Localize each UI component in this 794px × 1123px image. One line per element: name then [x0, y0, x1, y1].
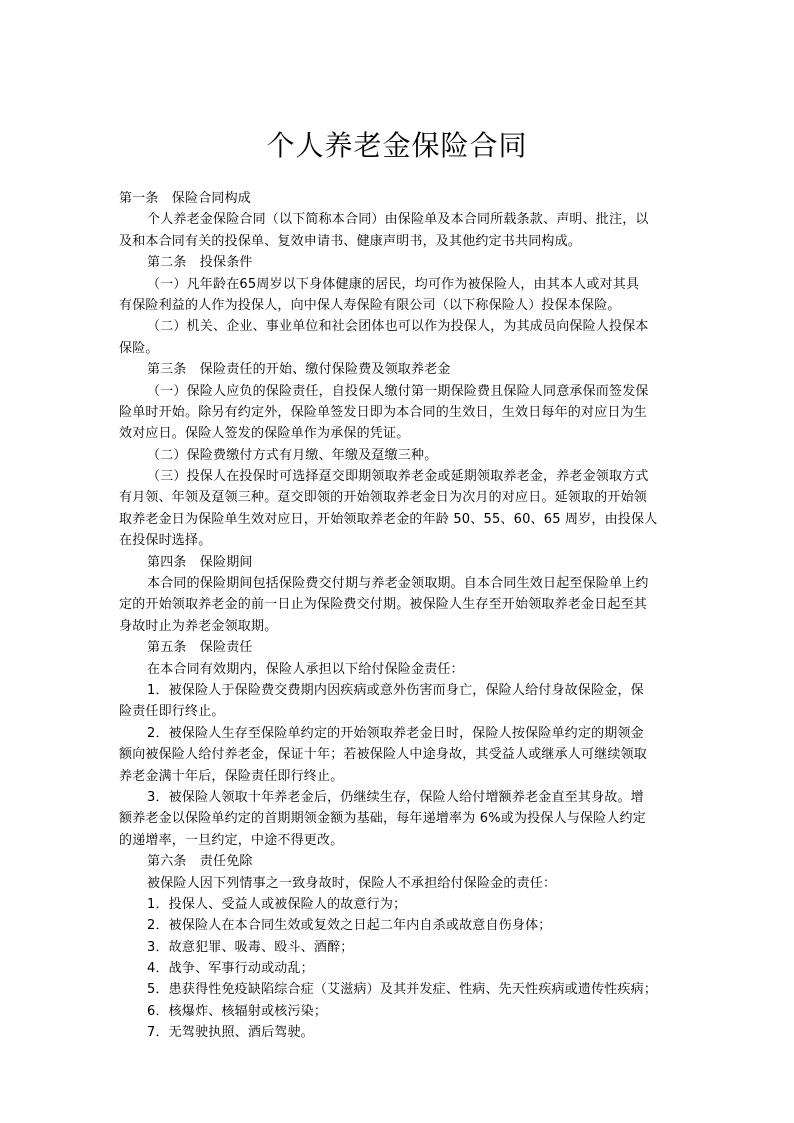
- article-heading: 第四条 保险期间: [147, 554, 253, 570]
- article-heading: 第五条 保险责任: [147, 640, 253, 656]
- paragraph-line: 个人养老金保险合同（以下简称本合同）由保险单及本合同所载条款、声明、批注，以: [147, 212, 649, 228]
- paragraph-line: 效对应日。保险人签发的保险单作为承保的凭证。: [119, 426, 410, 442]
- paragraph-line: 1．被保险人于保险费交费期内因疾病或意外伤害而身亡，保险人给付身故保险金，保: [147, 682, 644, 698]
- paragraph-line: 3．被保险人领取十年养老金后，仍继续生存，保险人给付增额养老金直至其身故。增: [147, 789, 644, 805]
- paragraph-line: 1．投保人、受益人或被保险人的故意行为；: [147, 896, 407, 912]
- paragraph-line: 身故时止为养老金领取期。: [119, 618, 278, 634]
- paragraph-line: 3．故意犯罪、吸毒、殴斗、酒醉；: [147, 939, 354, 955]
- paragraph-line: 险单时开始。除另有约定外，保险单签发日即为本合同的生效日，生效日每年的对应日为生: [119, 404, 648, 420]
- paragraph-line: 7．无驾驶执照、酒后驾驶。: [147, 1025, 314, 1041]
- paragraph-line: 被保险人因下列情事之一致身故时，保险人不承担给付保险金的责任：: [147, 875, 557, 891]
- paragraph-line: 有月领、年领及趸领三种。趸交即领的开始领取养老金日为次月的对应日。延领取的开始领: [119, 490, 648, 506]
- paragraph-line: 养老金满十年后，保险责任即行终止。: [119, 768, 344, 784]
- paragraph-line: （三）投保人在投保时可选择趸交即期领取养老金或延期领取养老金，养老金领取方式: [147, 469, 649, 485]
- paragraph-line: 的递增率，一旦约定，中途不得更改。: [119, 832, 344, 848]
- paragraph-line: 在投保时选择。: [119, 533, 212, 549]
- paragraph-line: （一）保险人应负的保险责任，自投保人缴付第一期保险费且保险人同意承保而签发保: [147, 383, 649, 399]
- paragraph-line: 4．战争、军事行动或动乱；: [147, 961, 314, 977]
- paragraph-line: 在本合同有效期内，保险人承担以下给付保险金责任：: [147, 661, 464, 677]
- document-title: 个人养老金保险合同: [266, 129, 528, 162]
- paragraph-line: 2．被保险人在本合同生效或复效之日起二年内自杀或故意自伤身体；: [147, 918, 552, 934]
- paragraph-line: 本合同的保险期间包括保险费交付期与养老金领取期。自本合同生效日起至保险单上约: [147, 576, 649, 592]
- document-body: [119, 188, 679, 1044]
- paragraph-line: 6．核爆炸、核辐射或核污染；: [147, 1003, 328, 1019]
- paragraph-line: 保险。: [119, 340, 159, 356]
- article-heading: 第六条 责任免除: [147, 854, 253, 870]
- paragraph-line: （二）保险费缴付方式有月缴、年缴及趸缴三种。: [147, 447, 438, 463]
- paragraph-line: 及和本合同有关的投保单、复效申请书、健康声明书，及其他约定书共同构成。: [119, 233, 582, 249]
- article-heading: 第二条 投保条件: [147, 255, 253, 271]
- paragraph-line: 险责任即行终止。: [119, 704, 225, 720]
- paragraph-line: 定的开始领取养老金的前一日止为保险费交付期。被保险人生存至开始领取养老金日起至其: [119, 597, 648, 613]
- paragraph-line: 2．被保险人生存至保险单约定的开始领取养老金日时，保险人按保险单约定的期领金: [147, 725, 644, 741]
- article-heading: 第三条 保险责任的开始、缴付保险费及领取养老金: [147, 362, 451, 378]
- paragraph-line: （二）机关、企业、事业单位和社会团体也可以作为投保人，为其成员向保险人投保本: [147, 319, 649, 335]
- article-heading: 第一条 保险合同构成: [119, 191, 252, 206]
- paragraph-line: 取养老金日为保险单生效对应日，开始领取养老金的年龄 50、55、60、65 周岁，由投保人: [119, 511, 658, 527]
- paragraph-line: 额向被保险人给付养老金，保证十年；若被保险人中途身故，其受益人或继承人可继续领取: [119, 747, 648, 763]
- paragraph-line: 5．患获得性免疫缺陷综合症（艾滋病）及其并发症、性病、先天性疾病或遗传性疾病；: [147, 982, 658, 998]
- paragraph-line: （一）凡年龄在65周岁以下身体健康的居民，均可作为被保险人，由其本人或对其具: [147, 276, 640, 292]
- paragraph-line: 额养老金以保险单约定的首期期领金额为基础，每年递增率为 6%或为投保人与保险人约定: [119, 811, 646, 827]
- paragraph-line: 有保险利益的人作为投保人，向中保人寿保险有限公司（以下称保险人）投保本保险。: [119, 297, 621, 313]
